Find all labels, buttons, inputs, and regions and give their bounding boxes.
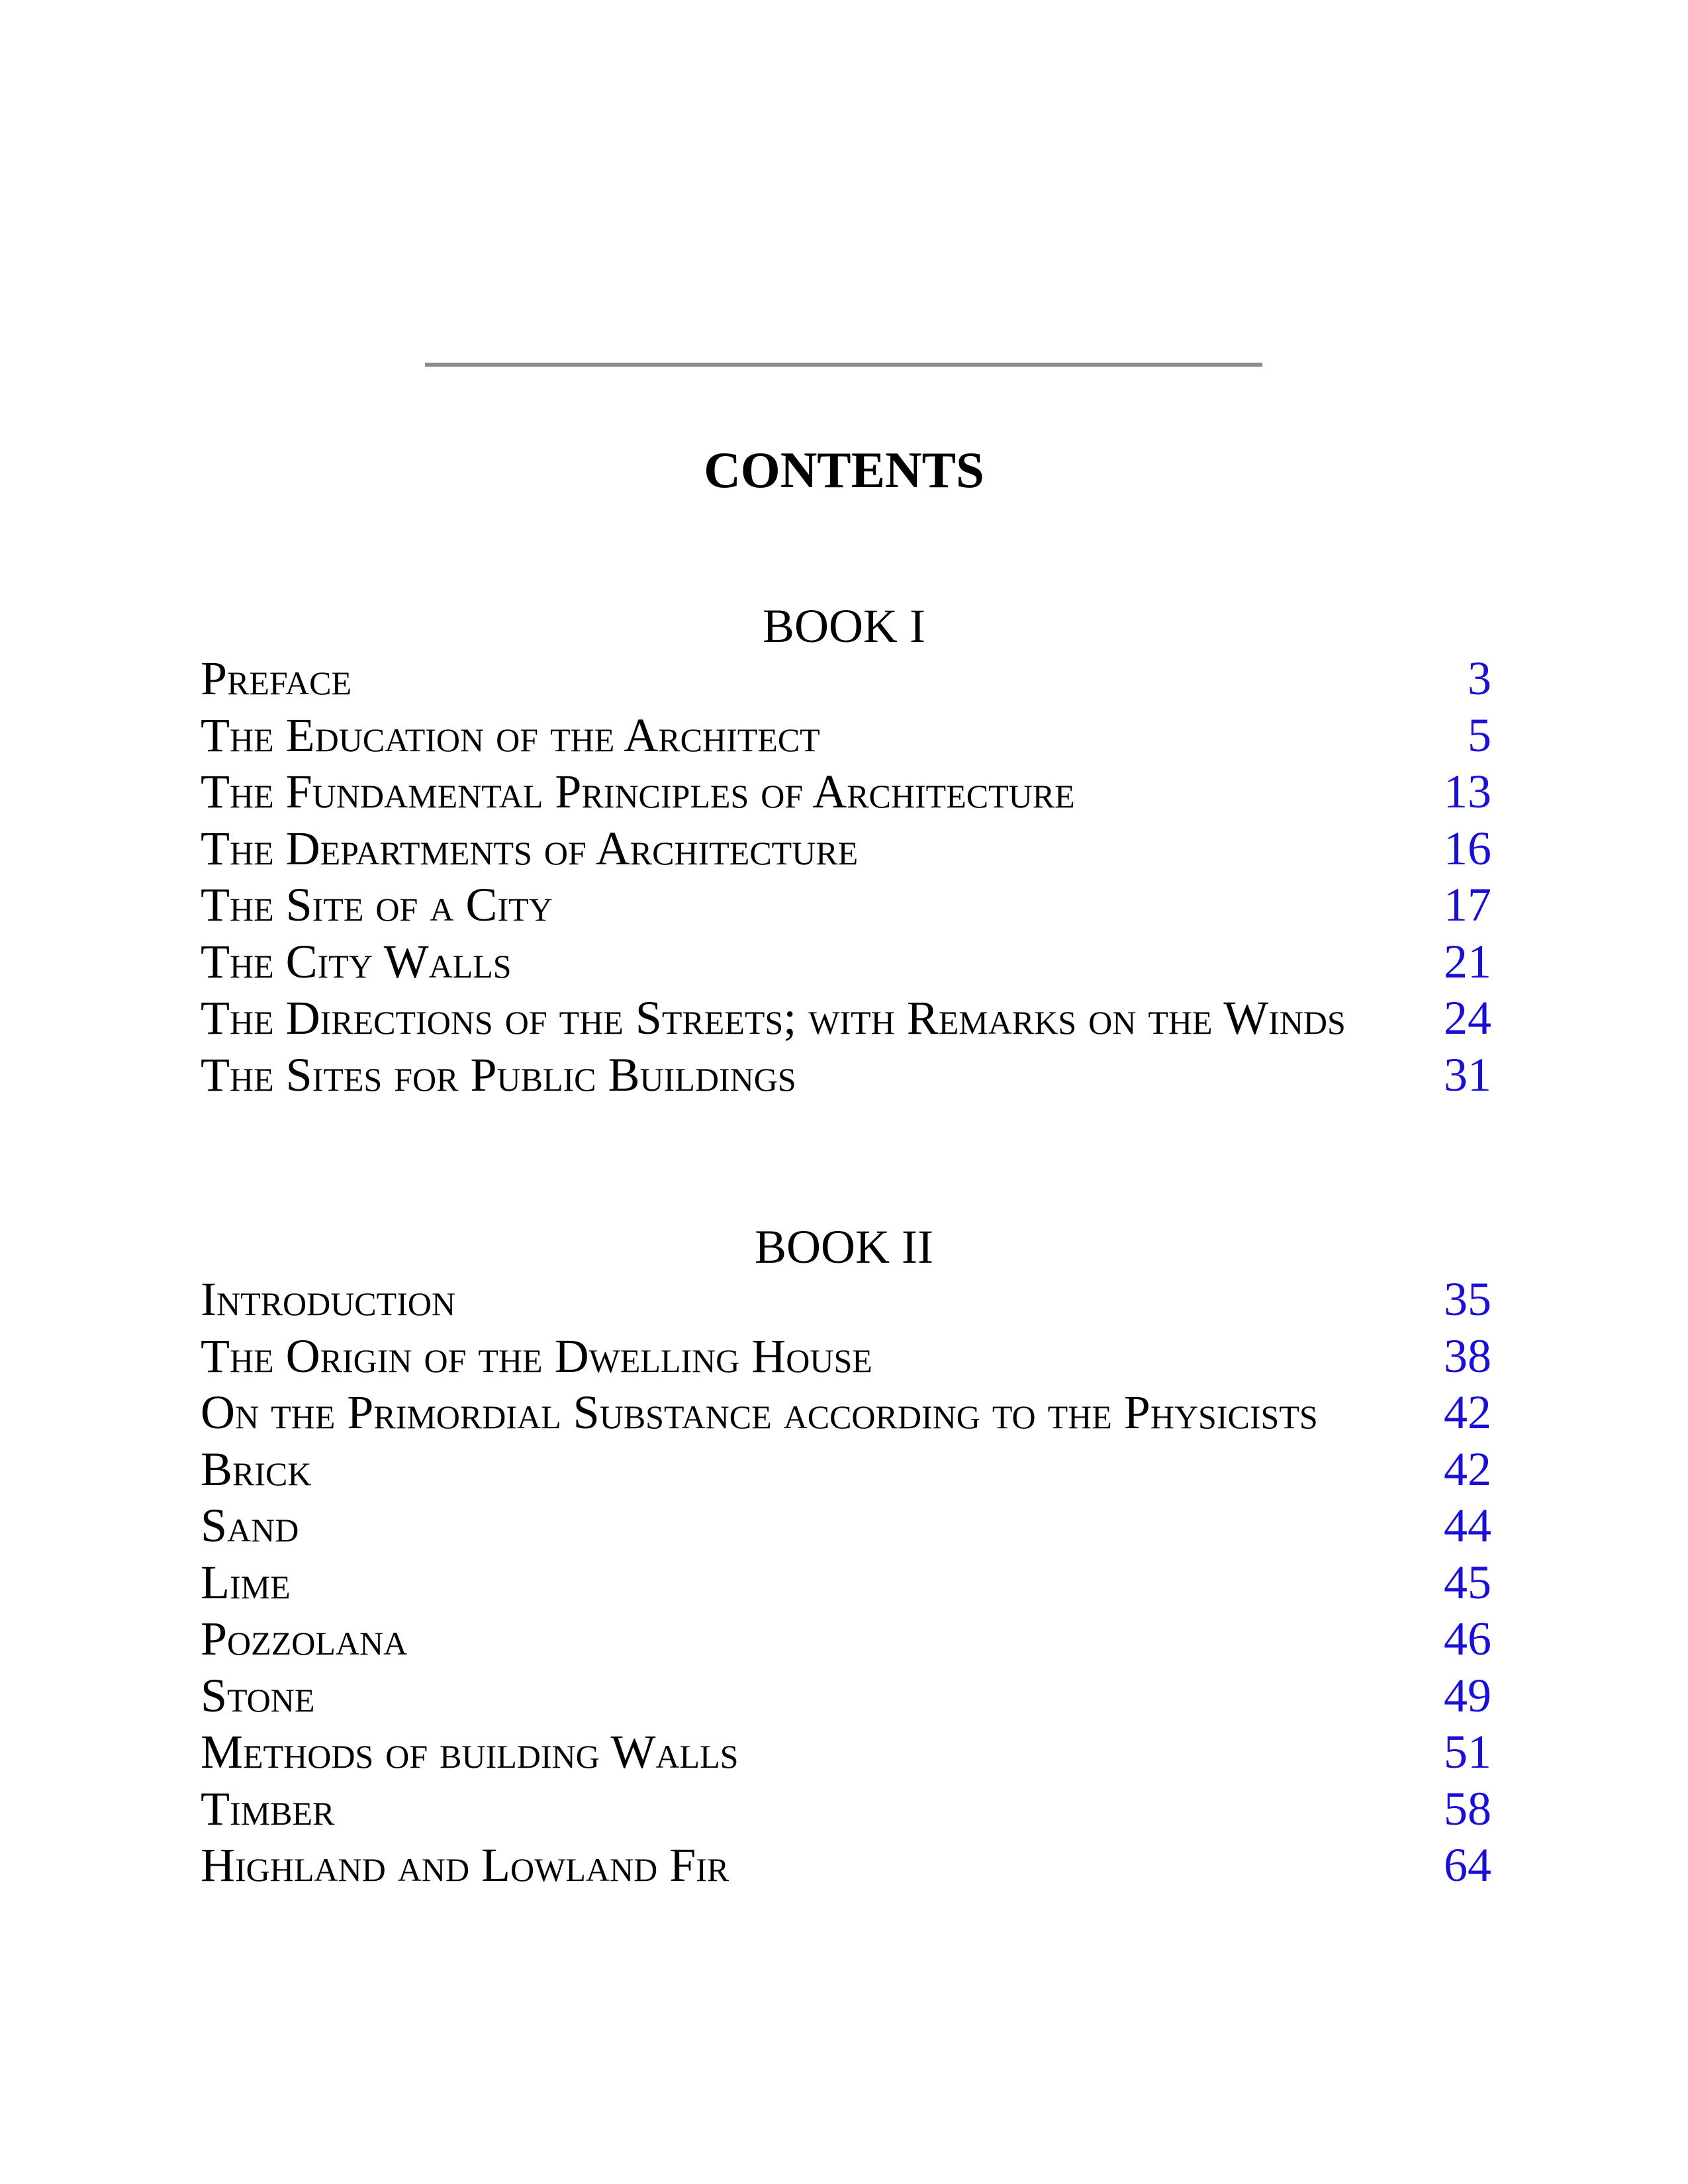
toc-entry[interactable] [201,1441,1491,1498]
toc-entry-title: The Departments of Architecture [201,821,859,875]
toc-entry[interactable] [201,1047,1491,1104]
toc-page-link[interactable]: 44 [1444,1499,1491,1552]
horizontal-rule [425,363,1262,367]
toc-page-link[interactable]: 17 [1444,878,1491,931]
toc-entry[interactable] [201,1724,1491,1781]
toc-entry-title: The Origin of the Dwelling House [201,1329,872,1383]
toc-page-link[interactable]: 64 [1444,1839,1491,1891]
toc-page-link[interactable]: 21 [1444,934,1491,988]
toc-entry-title: Stone [201,1668,315,1722]
toc-page-link[interactable]: 5 [1468,708,1491,762]
toc-page-link[interactable]: 3 [1468,652,1491,705]
toc-entry[interactable] [201,707,1491,764]
toc-page-link[interactable]: 42 [1444,1442,1491,1496]
toc-page-link[interactable]: 58 [1444,1782,1491,1835]
toc-entry[interactable] [201,1611,1491,1668]
toc-page-link[interactable]: 45 [1444,1555,1491,1609]
toc-entry-title: Pozzolana [201,1612,408,1665]
toc-page-link[interactable]: 13 [1444,765,1491,818]
toc-entry[interactable] [201,877,1491,934]
toc-page-link[interactable]: 31 [1444,1048,1491,1101]
toc-entry-title: The City Walls [201,934,512,988]
toc-entry[interactable] [201,821,1491,878]
contents-title: CONTENTS [704,441,984,498]
toc-page-link[interactable]: 51 [1444,1725,1491,1778]
book-1-toc-list [201,651,1491,1103]
toc-entry-title: On the Primordial Substance according to the Physicists [201,1386,1318,1439]
toc-entry-title: The Directions of the Streets; with Remarks on the Winds [201,991,1346,1044]
toc-entry-title: Highland and Lowland Fir [201,1839,729,1891]
toc-entry[interactable] [201,990,1491,1047]
toc-page-link[interactable]: 24 [1444,991,1491,1044]
toc-entry[interactable] [201,1271,1491,1328]
toc-page-link[interactable]: 46 [1444,1612,1491,1665]
toc-entry[interactable] [201,1498,1491,1555]
book-2-toc-list [201,1271,1491,1894]
toc-entry-title: The Fundamental Principles of Architecture [201,765,1075,818]
book-1-heading: BOOK I [763,600,925,653]
toc-entry-title: Sand [201,1499,299,1552]
toc-entry-title: Brick [201,1442,312,1496]
toc-page-link[interactable]: 38 [1444,1329,1491,1383]
toc-page-link[interactable]: 49 [1444,1668,1491,1722]
toc-entry-title: The Sites for Public Buildings [201,1048,796,1101]
toc-page-link[interactable]: 35 [1444,1273,1491,1326]
book-2-heading: BOOK II [755,1220,933,1273]
toc-entry[interactable] [201,1837,1491,1894]
toc-entry[interactable] [201,1385,1491,1441]
toc-entry[interactable] [201,1668,1491,1725]
toc-page-link[interactable]: 16 [1444,821,1491,875]
toc-entry[interactable] [201,764,1491,821]
toc-entry[interactable] [201,1328,1491,1385]
toc-entry[interactable] [201,934,1491,991]
toc-entry-title: The Education of the Architect [201,708,820,762]
toc-entry-title: Lime [201,1555,291,1609]
toc-page-link[interactable]: 42 [1444,1386,1491,1439]
toc-entry-title: Timber [201,1782,335,1835]
toc-entry[interactable] [201,1781,1491,1838]
toc-entry-title: Preface [201,652,352,705]
toc-entry[interactable] [201,1555,1491,1612]
toc-entry-title: Introduction [201,1273,456,1326]
toc-entry-title: Methods of building Walls [201,1725,739,1778]
toc-entry-title: The Site of a City [201,878,553,931]
toc-entry[interactable] [201,651,1491,707]
